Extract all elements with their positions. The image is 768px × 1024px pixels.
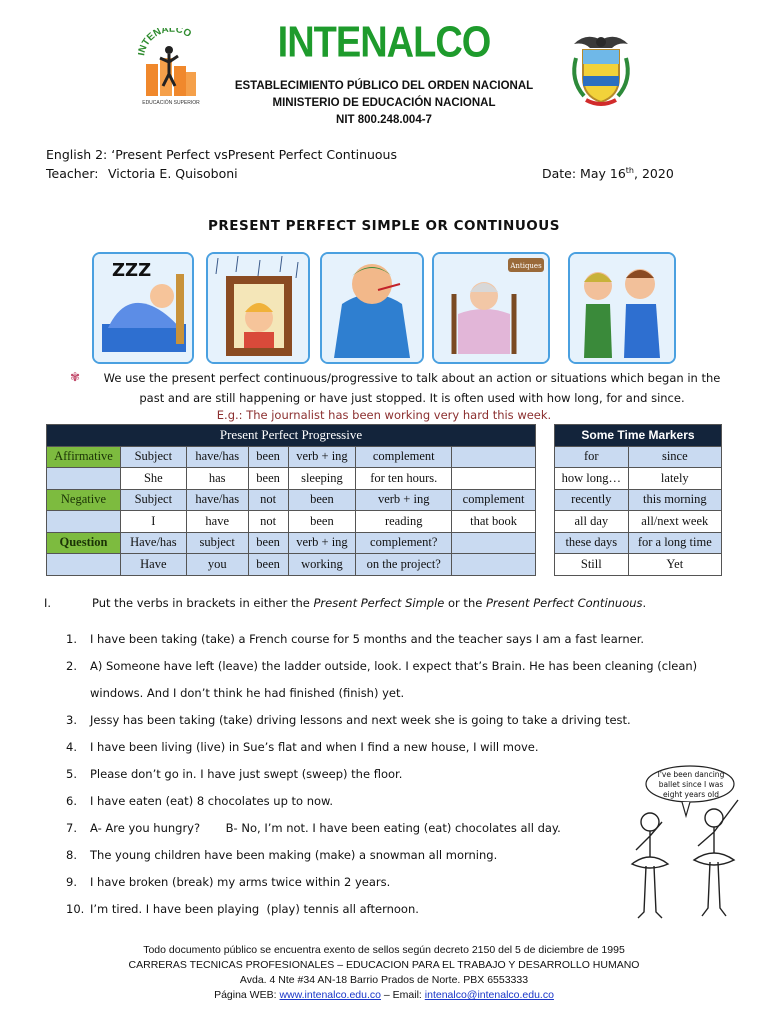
list-item: 2. A) Someone have left (leave) the ladder outside, look. I expect that’s Brain. He has been cleaning (clean)	[66, 659, 698, 673]
table-row: Affirmative Subject have/has been verb + ing complement	[47, 446, 536, 468]
list-item: 3. Jessy has been taking (take) driving lessons and next week she is going to take a driving test.	[66, 713, 631, 727]
worksheet-title: PRESENT PERFECT SIMPLE OR CONTINUOUS	[208, 218, 560, 234]
ballet-cartoon	[628, 762, 752, 934]
svg-text:EDUCACIÓN SUPERIOR: EDUCACIÓN SUPERIOR	[142, 100, 200, 106]
course-title: English 2: ‘Present Perfect vsPresent Perfect Continuous	[46, 147, 397, 162]
table-row: all day all/next week	[555, 511, 722, 533]
intro-text: We use the present perfect continuous/progressive to talk about an action or situations which began in the past and are still happening or have just stopped. It is often used with how long, for and since.	[103, 371, 721, 405]
teacher-label: Teacher:	[46, 166, 99, 181]
list-item: 1. I have been taking (take) a French course for 5 months and the teacher says I am a fast learner.	[66, 632, 645, 646]
table-row: recently this morning	[555, 489, 722, 511]
two-men-illustration	[568, 252, 676, 364]
footer-line-1: Todo documento público se encuentra exento de sellos según decreto 2150 del 5 de diciembre de 1995	[143, 944, 625, 956]
svg-text:ZZZ: ZZZ	[112, 260, 152, 281]
list-item: 7. A- Are you hungry? B- No, I’m not. I have been eating (eat) chocolates all day.	[66, 821, 561, 835]
list-item: windows. And I don’t think he had finished (finish) yet.	[90, 686, 405, 700]
date: Date: May 16th, 2020	[542, 166, 674, 182]
brand-title: INTENALCO	[277, 18, 491, 68]
table-row: She has been sleeping for ten hours.	[47, 468, 536, 490]
table-row: Have you been working on the project?	[47, 554, 536, 576]
exercise-instruction: I. Put the verbs in brackets in either the Present Perfect Simple or the Present Perfect Continuous.	[44, 596, 647, 610]
table-row: Still Yet	[555, 554, 722, 576]
list-item: 4. I have been living (live) in Sue’s flat and when I find a new house, I will move.	[66, 740, 539, 754]
time-markers-title: Some Time Markers	[555, 425, 722, 447]
footer-contact: Página WEB: www.intenalco.edu.co – Email: intenalco@intenalco.edu.co	[214, 989, 554, 1001]
grammar-table	[46, 424, 536, 576]
table-row: for since	[555, 446, 722, 468]
list-item: 10. I’m tired. I have been playing (play) tennis all afternoon.	[66, 902, 419, 916]
sleeping-illustration	[92, 252, 194, 364]
footer-line-3: Avda. 4 Nte #34 AN-18 Barrio Prados de Norte. PBX 6553333	[239, 974, 529, 986]
svg-text:Antiques: Antiques	[510, 262, 542, 270]
svg-text:INTENALCO: NTENALCO	[138, 28, 193, 55]
org-line-1: ESTABLECIMIENTO PÚBLICO DEL ORDEN NACIONAL	[234, 80, 534, 92]
email-link[interactable]: intenalco@intenalco.edu.co	[424, 989, 554, 1001]
table-row: Question Have/has subject been verb + ing complement?	[47, 532, 536, 554]
nit-line: NIT 800.248.004-7	[336, 114, 432, 126]
grandma-illustration	[432, 252, 550, 364]
website-link[interactable]: www.intenalco.edu.co	[279, 989, 381, 1001]
time-markers-table	[554, 424, 722, 576]
table-row: how long… lately	[555, 468, 722, 490]
speech-bubble-text: I've been dancing ballet since I was eight years old	[657, 770, 725, 799]
grammar-table-title: Present Perfect Progressive	[47, 425, 536, 447]
table-row: Negative Subject have/has not been verb + ing complement	[47, 489, 536, 511]
list-item: 5. Please don’t go in. I have just swept (sweep) the floor.	[66, 767, 403, 781]
national-shield-icon	[566, 30, 636, 110]
org-line-2: MINISTERIO DE EDUCACIÓN NACIONAL	[272, 97, 496, 109]
teacher-name: Victoria E. Quisoboni	[108, 166, 238, 181]
list-item: 9. I have broken (break) my arms twice within 2 years.	[66, 875, 391, 889]
table-row: these days for a long time	[555, 532, 722, 554]
table-row: I have not been reading that book	[47, 511, 536, 533]
flower-bullet-icon: ✾	[70, 370, 81, 384]
footer-line-2: CARRERAS TECNICAS PROFESIONALES – EDUCACION PARA EL TRABAJO Y DESARROLLO HUMANO	[128, 959, 640, 971]
example-sentence: E.g.: The journalist has been working very hard this week.	[216, 408, 552, 422]
sick-man-illustration	[320, 252, 424, 364]
list-item: 6. I have eaten (eat) 8 chocolates up to now.	[66, 794, 334, 808]
list-item: 8. The young children have been making (make) a snowman all morning.	[66, 848, 498, 862]
window-rain-illustration	[206, 252, 310, 364]
